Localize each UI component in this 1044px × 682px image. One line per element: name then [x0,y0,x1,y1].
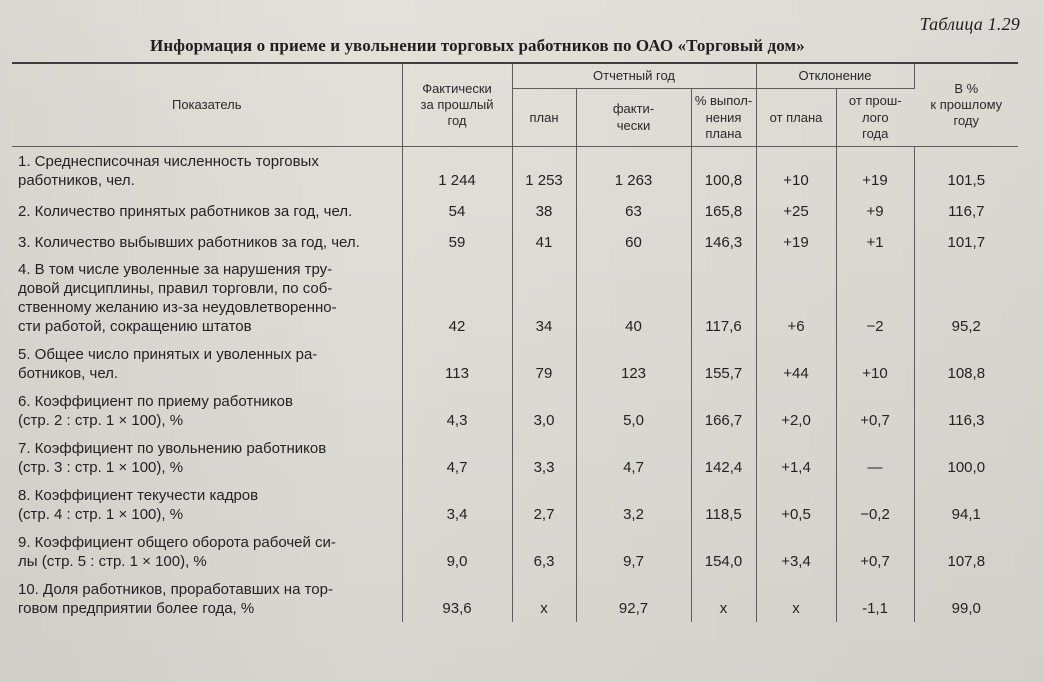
row-label-text: 9. Коэффициент общего оборота рабочей си- лы (стр. 5 : стр. 1 × 100), % [18,534,336,571]
cell-dev-plan: +10 [756,147,836,195]
cell-dev-plan: +6 [756,256,836,340]
cell-pct-prev: 101,5 [947,172,986,190]
header-pct-prev-text: В % к прошлому году [930,80,1003,129]
header-deviation-text: Отклонение [798,68,872,83]
cell-pct-prev: 100,0 [947,459,986,477]
data-table [12,62,1018,622]
cell-dev-plan: +44 [756,340,836,387]
table-wrapper [12,62,1018,622]
cell-plan-pct: 165,8 [691,194,756,225]
cell-plan: 41 [512,225,576,256]
document-title: Информация о приеме и увольнении торговых работников по ОАО «Торговый дом» [150,36,805,55]
table-row [12,387,1018,434]
cell-plan: 38 [512,194,576,225]
row-label [12,575,402,622]
table-row [12,194,1018,225]
cell-actual: 3,2 [576,481,691,528]
cell-prev: 9,0 [402,528,512,575]
cell-plan-pct: 117,6 [691,256,756,340]
header-from-prev [836,89,914,147]
header-indicator-text: Показатель [171,96,242,112]
row-label-text: 3. Количество выбывших работников за год, чел. [18,234,360,252]
cell-dev-plan: +2,0 [756,387,836,434]
cell-dev-plan: +0,5 [756,481,836,528]
cell-pct-prev: 107,8 [947,553,986,571]
table-row [12,225,1018,256]
cell-actual: 123 [576,340,691,387]
cell-dev-prev: +9 [836,194,914,225]
cell-pct-prev: 94,1 [951,506,981,524]
header-report-year [512,63,756,89]
row-label [12,481,402,528]
cell-plan: 3,0 [512,387,576,434]
cell-plan: 6,3 [512,528,576,575]
header-report-year-text: Отчетный год [593,68,675,83]
cell-prev: 54 [402,194,512,225]
cell-dev-prev: −0,2 [836,481,914,528]
table-label: Таблица 1.29 [919,14,1020,34]
cell-plan: x [512,575,576,622]
cell-actual: 1 263 [576,147,691,195]
table-row [12,147,1018,195]
row-label [12,225,402,256]
cell-dev-plan: +25 [756,194,836,225]
row-label [12,256,402,340]
header-plan [512,89,576,147]
cell-prev: 59 [402,225,512,256]
header-from-prev-text: от прош- лого года [848,93,902,141]
cell-dev-prev: — [836,434,914,481]
cell-prev: 93,6 [402,575,512,622]
row-label-text: 6. Коэффициент по приему работников (стр. 2 : стр. 1 × 100), % [18,393,293,430]
cell-pct-prev: 116,3 [948,412,985,430]
cell-actual: 60 [576,225,691,256]
cell-dev-prev: +1 [836,225,914,256]
header-from-plan [756,89,836,147]
cell-plan-pct: 146,3 [691,225,756,256]
row-label [12,528,402,575]
header-plan-pct-text: % выпол- нения плана [694,93,753,141]
cell-pct-prev: 101,7 [947,234,986,252]
cell-plan: 34 [512,256,576,340]
row-label-text: 1. Среднесписочная численность торговых работников, чел. [18,153,319,190]
row-label-text: 7. Коэффициент по увольнению работников (стр. 3 : стр. 1 × 100), % [18,440,327,477]
cell-dev-plan: +19 [756,225,836,256]
cell-prev: 1 244 [402,147,512,195]
row-label [12,434,402,481]
header-deviation [756,63,914,89]
cell-dev-prev: +10 [836,340,914,387]
row-label-text: 8. Коэффициент текучести кадров (стр. 4 : стр. 1 × 100), % [18,487,259,524]
table-row [12,528,1018,575]
cell-prev: 4,7 [402,434,512,481]
cell-actual: 5,0 [576,387,691,434]
table-row [12,340,1018,387]
cell-plan-pct: 166,7 [691,387,756,434]
row-label [12,387,402,434]
cell-plan: 79 [512,340,576,387]
header-pct-prev [914,63,1018,147]
cell-dev-plan: x [756,575,836,622]
row-label [12,147,402,195]
cell-dev-plan: +1,4 [756,434,836,481]
row-label-text: 10. Доля работников, проработавших на тор- говом предприятии более года, % [18,581,333,618]
cell-pct-prev: 95,2 [951,318,981,336]
cell-actual: 4,7 [576,434,691,481]
row-label-text: 2. Количество принятых работников за год, чел. [18,203,353,221]
row-label [12,340,402,387]
table-row [12,481,1018,528]
cell-plan: 1 253 [512,147,576,195]
cell-dev-plan: +3,4 [756,528,836,575]
cell-pct-prev: 108,8 [947,365,986,383]
cell-plan: 3,3 [512,434,576,481]
cell-plan-pct: x [691,575,756,622]
cell-prev: 4,3 [402,387,512,434]
cell-dev-prev: +0,7 [836,387,914,434]
cell-actual: 63 [576,194,691,225]
cell-actual: 92,7 [576,575,691,622]
cell-plan-pct: 100,8 [691,147,756,195]
cell-prev: 42 [402,256,512,340]
cell-plan: 2,7 [512,481,576,528]
cell-pct-prev: 116,7 [948,203,985,221]
cell-plan-pct: 142,4 [691,434,756,481]
header-prev-actual-text: Фактически за прошлый год [420,80,494,129]
cell-plan-pct: 155,7 [691,340,756,387]
header-actual-text: факти- чески [612,101,655,133]
cell-actual: 40 [576,256,691,340]
table-row [12,256,1018,340]
header-plan-pct [691,89,756,147]
header-plan-text: план [529,109,559,125]
cell-dev-prev: +19 [836,147,914,195]
cell-prev: 113 [402,340,512,387]
header-from-plan-text: от плана [769,109,823,125]
cell-plan-pct: 154,0 [691,528,756,575]
cell-prev: 3,4 [402,481,512,528]
cell-dev-prev: −2 [836,256,914,340]
row-label-text: 4. В том числе уволенные за нарушения тру- довой дисциплины, правил торговли, по соб- ственному желанию из-за неудовлетворенно- сти работой, сокращению штатов [18,260,337,336]
cell-pct-prev: 99,0 [951,600,981,618]
cell-plan-pct: 118,5 [691,481,756,528]
cell-actual: 9,7 [576,528,691,575]
cell-dev-prev: +0,7 [836,528,914,575]
cell-dev-prev: -1,1 [836,575,914,622]
header-indicator [12,63,402,147]
table-row [12,434,1018,481]
row-label-text: 5. Общее число принятых и уволенных ра- ботников, чел. [18,346,318,383]
header-actual [576,89,691,147]
table-row [12,575,1018,622]
header-prev-actual [402,63,512,147]
row-label [12,194,402,225]
